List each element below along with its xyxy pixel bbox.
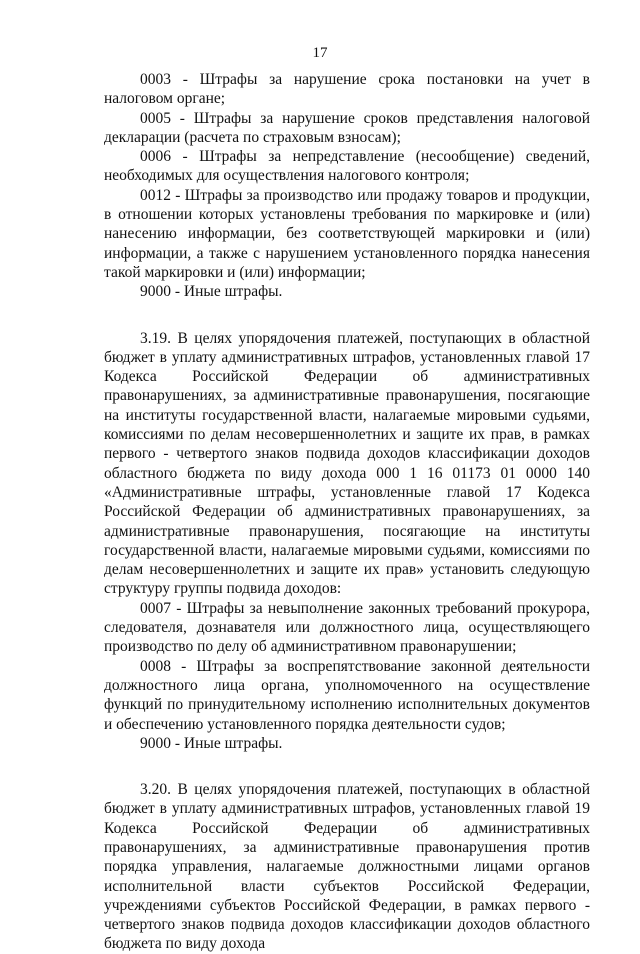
paragraph-9000: 9000 - Иные штрафы.: [140, 283, 283, 301]
fine-codes-list-article-15: [104, 70, 590, 954]
paragraph-0008: 0008 - Штрафы за воспрепятствование законной деятельности должностного лица органа, уполномоченного на осуществление функций по принудительному исполнению исполнительных документов и обеспечению установленного порядка деятельности судов;: [104, 657, 590, 733]
page-number: 17: [312, 45, 328, 61]
paragraph-0006: 0006 - Штрафы за непредставление (несообщение) сведений, необходимых для осуществления налогового контроля;: [104, 148, 590, 185]
section-3-19-text: 3.19. В целях упорядочения платежей, поступающих в областной бюджет в уплату административных штрафов, установленных главой 17 Кодекса Российской Федерации об административных правонарушениях, за административные правонарушения, посягающие на институты государственной власти, налагаемые мировыми судьями, комиссиями по делам несовершеннолетних и защите их прав, в рамках первого - четвертого знаков подвида доходов классификации доходов областного бюджета по виду дохода 000 1 16 01173 01 0000 140 «Административные штрафы, установленные главой 17 Кодекса Российской Федерации об административных правонарушениях, за административные правонарушения, посягающие на институты государственной власти, налагаемые мировыми судьями, комиссиями по делам несовершеннолетних и защите их прав» установить следующую структуру группы подвида доходов:: [104, 329, 590, 598]
paragraph-0012: 0012 - Штрафы за производство или продажу товаров и продукции, в отношении которых установлены требования по маркировке и (или) нанесению информации, без соответствующей маркировки и (или) информации, а также с нарушением установленного порядка нанесения такой маркировки и (или) информации;: [104, 186, 590, 281]
paragraph-9000-second: 9000 - Иные штрафы.: [140, 734, 283, 752]
section-3-20-text: 3.20. В целях упорядочения платежей, поступающих в областной бюджет в уплату административных штрафов, установленных главой 19 Кодекса Российской Федерации об административных правонарушениях, за административные правонарушения против порядка управления, налагаемые должностными лицами органов исполнительной власти субъектов Российской Федерации, учреждениями субъектов Российской Федерации, в рамках первого - четвертого знаков подвида доходов классификации доходов областного бюджета по виду дохода: [104, 781, 590, 953]
paragraph-0007: 0007 - Штрафы за невыполнение законных требований прокурора, следователя, дознавателя или должностного лица, осуществляющего производство по делу об административном правонарушении;: [104, 599, 590, 656]
paragraph-0003: 0003 - Штрафы за нарушение срока постановки на учет в налоговом органе;: [104, 71, 590, 108]
paragraph-0005: 0005 - Штрафы за нарушение сроков представления налоговой декларации (расчета по страховым взносам);: [104, 109, 590, 146]
